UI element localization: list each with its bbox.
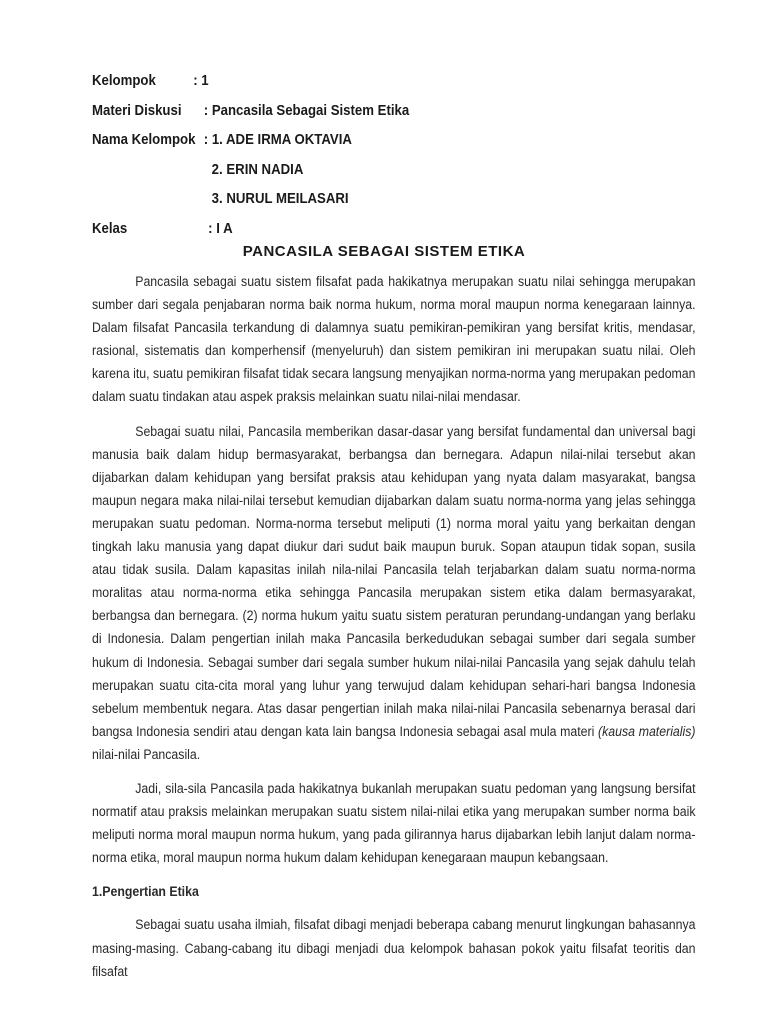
group-label: Kelompok: [92, 72, 156, 89]
section-paragraph: Sebagai suatu usaha ilmiah, filsafat dibagi menjadi beberapa cabang menurut lingkungan bahasannya masing-masing. Cabang-cabang itu dibagi menjadi dua kelompok bahasan pokok yaitu filsafat teoritis dan filsafat: [92, 917, 696, 979]
class-value: : I A: [208, 219, 233, 237]
paragraph-2-italic: (kausa materialis): [598, 723, 696, 739]
topic-label: Materi Diskusi: [92, 101, 182, 119]
document-title: PANCASILA SEBAGAI SISTEM ETIKA: [242, 243, 526, 260]
member-3: 3. NURUL MEILASARI: [211, 190, 349, 207]
paragraph-2-text: Sebagai suatu nilai, Pancasila memberikan dasar-dasar yang bersifat fundamental dan universal bagi manusia baik dalam hidup bermasyarakat, berbangsa dan bernegara. Adapun nilai-nilai tersebut akan dijabarkan dalam kehidupan yang bersifat praksis atau kehidupan yang nyata dalam masyarakat, bangsa maupun negara maka nilai-nilai tersebut kemudian dijabarkan dalam suatu norma-norma yang jelas sehingga merupakan suatu pedoman. Norma-norma tersebut meliputi (1) norma moral yaitu yang berkaitan dengan tingkah laku manusia yang dapat diukur dari sudut baik maupun buruk. Sopan ataupun tidak sopan, susila atau tidak susila. Dalam kapasitas inilah nila-nilai Pancasila telah terjabarkan dalam suatu norma-norma moralitas atau norma-norma etika sehingga Pancasila merupakan sistem etika dalam bermasyarakat, berbangsa dan bernegara. (2) norma hukum yaitu suatu sistem peraturan perundang-undangan yang berlaku di Indonesia. Dalam pengertian inilah maka Pancasila berkedudukan sebagai sumber dari segala sumber hukum di Indonesia. Sebagai sumber dari segala sumber hukum nilai-nilai Pancasila yang sejak dahulu telah merupakan suatu cita-cita moral yang luhur yang terwujud dalam kehidupan sehari-hari bangsa Indonesia sebelum membentuk negara. Atas dasar pengertian inilah maka nilai-nilai Pancasila sebenarnya berasal dari bangsa Indonesia sendiri atau dengan kata lain bangsa Indonesia sebagai asal mula materi: [92, 423, 696, 739]
paragraph-3: Jadi, sila-sila Pancasila pada hakikatnya bukanlah merupakan suatu pedoman yang langsung bersifat normatif atau praksis melainkan merupakan suatu sistem nilai-nilai etika yang merupakan sumber norma baik meliputi norma moral maupun norma hukum, yang pada gilirannya harus dijabarkan lebih lanjut dalam norma-norma etika, moral maupun norma hukum dalam kehidupan kenegaraan maupun kebangsaan.: [92, 780, 696, 866]
section-heading: 1.Pengertian Etika: [92, 884, 199, 900]
member-2: 2. ERIN NADIA: [211, 160, 304, 178]
paragraph-2-end: nilai-nilai Pancasila.: [92, 746, 201, 762]
member-1: : 1. ADE IRMA OKTAVIA: [203, 131, 352, 148]
topic-value: : Pancasila Sebagai Sistem Etika: [203, 101, 410, 119]
group-value: : 1: [193, 72, 209, 89]
document-body: [92, 270, 696, 994]
paragraph-2: [92, 420, 696, 766]
class-label: Kelas: [92, 219, 128, 237]
paragraph-1: Pancasila sebagai suatu sistem filsafat pada hakikatnya merupakan suatu nilai sehingga merupakan sumber dari segala penjabaran norma baik norma hukum, norma moral maupun norma kenegaraan lainnya. Dalam filsafat Pancasila terkandung di dalamnya suatu pemikiran-pemikiran yang bersifat kritis, mendasar, rasional, sistematis dan komperhensif (menyeluruh) dan sistem pemikiran ini merupakan suatu nilai. Oleh karena itu, suatu pemikiran filsafat tidak secara langsung menyajikan norma-norma yang merupakan pedoman dalam suatu tindakan atau aspek praksis melainkan suatu nilai-nilai mendasar.: [92, 274, 696, 405]
members-label: Nama Kelompok: [92, 131, 196, 148]
